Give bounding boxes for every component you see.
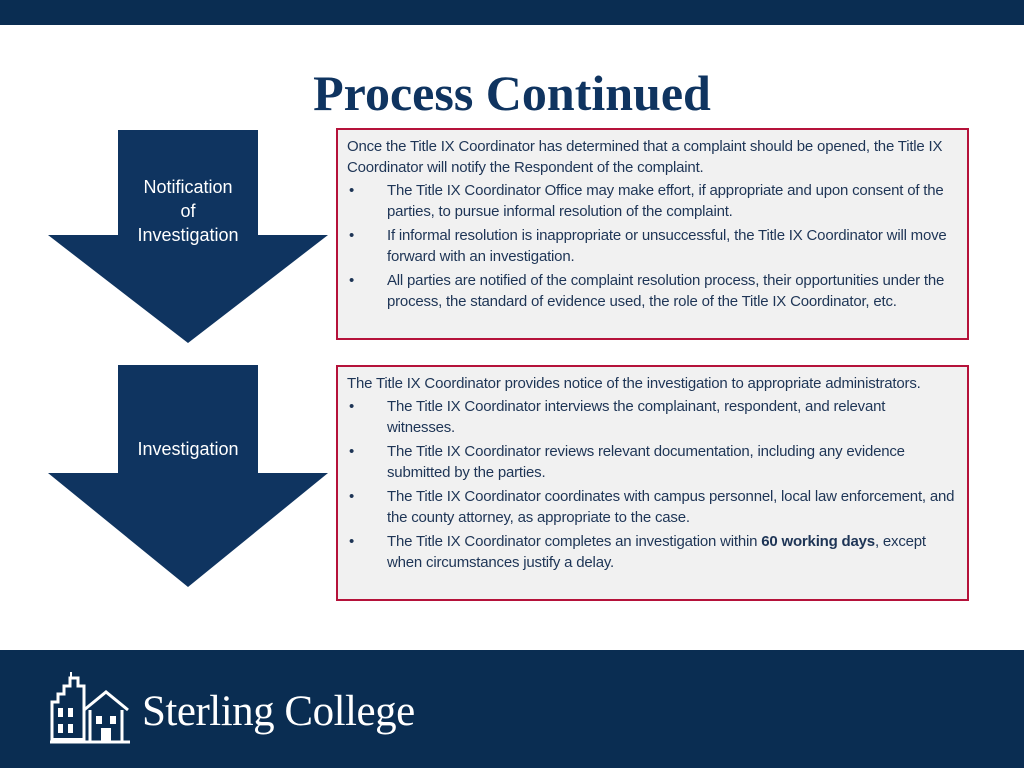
bullet-icon: • bbox=[349, 533, 355, 550]
step-arrow-investigation bbox=[48, 365, 328, 587]
bullet-list bbox=[347, 396, 957, 573]
bullet-text: The Title IX Coordinator Office may make effort, if appropriate and upon consent of the parties, to pursue informal resolution of the complaint. bbox=[387, 182, 944, 220]
bullet-icon: • bbox=[349, 272, 355, 289]
down-arrow-icon bbox=[48, 365, 328, 587]
list-item bbox=[347, 270, 957, 312]
list-item bbox=[347, 180, 957, 222]
bullet-text: The Title IX Coordinator interviews the complainant, respondent, and relevant witnesses. bbox=[387, 398, 886, 436]
step-box-investigation bbox=[336, 365, 969, 601]
bullet-icon: • bbox=[349, 398, 355, 415]
arrow-label-line: Notification bbox=[143, 177, 233, 197]
list-item bbox=[347, 486, 957, 528]
box-intro: The Title IX Coordinator provides notice of the investigation to appropriate administrators. bbox=[347, 375, 921, 392]
list-item bbox=[347, 396, 957, 438]
bullet-icon: • bbox=[349, 182, 355, 199]
bullet-icon: • bbox=[349, 488, 355, 505]
bullet-text bbox=[387, 533, 926, 571]
top-bar bbox=[0, 0, 1024, 25]
bullet-text: All parties are notified of the complaint resolution process, their opportunities under the process, the standard of evidence used, the role of the Title IX Coordinator, etc. bbox=[387, 272, 945, 310]
sterling-college-building-icon bbox=[48, 672, 132, 746]
arrow-label-line: Investigation bbox=[137, 439, 239, 459]
box-intro: Once the Title IX Coordinator has determined that a complaint should be opened, the Title IX Coordinator will notify the Respondent of the complaint. bbox=[347, 138, 943, 176]
bullet-icon: • bbox=[349, 443, 355, 460]
arrow-label bbox=[118, 437, 258, 461]
list-item bbox=[347, 441, 957, 483]
list-item bbox=[347, 531, 957, 573]
step-box-notification bbox=[336, 128, 969, 340]
bullet-icon: • bbox=[349, 227, 355, 244]
bullet-text-after: , except when circumstances justify a delay. bbox=[387, 533, 926, 571]
slide-title: Process Continued bbox=[313, 65, 711, 121]
bullet-text-before: The Title IX Coordinator completes an investigation within bbox=[387, 533, 762, 550]
sterling-college-wordmark: Sterling College bbox=[142, 688, 415, 735]
list-item bbox=[347, 225, 957, 267]
bullet-list bbox=[347, 180, 957, 312]
arrow-label-line: Investigation bbox=[137, 225, 239, 245]
arrow-label-line: of bbox=[180, 201, 196, 221]
bullet-text: The Title IX Coordinator coordinates with campus personnel, local law enforcement, and the county attorney, as appropriate to the case. bbox=[387, 488, 955, 526]
bullet-text: If informal resolution is inappropriate or unsuccessful, the Title IX Coordinator will move forward with an investigation. bbox=[387, 227, 947, 265]
bullet-text: The Title IX Coordinator reviews relevant documentation, including any evidence submitted by the parties. bbox=[387, 443, 905, 481]
arrow-label bbox=[118, 175, 258, 247]
deadline-emphasis: 60 working days bbox=[761, 533, 875, 550]
step-arrow-notification bbox=[48, 130, 328, 343]
